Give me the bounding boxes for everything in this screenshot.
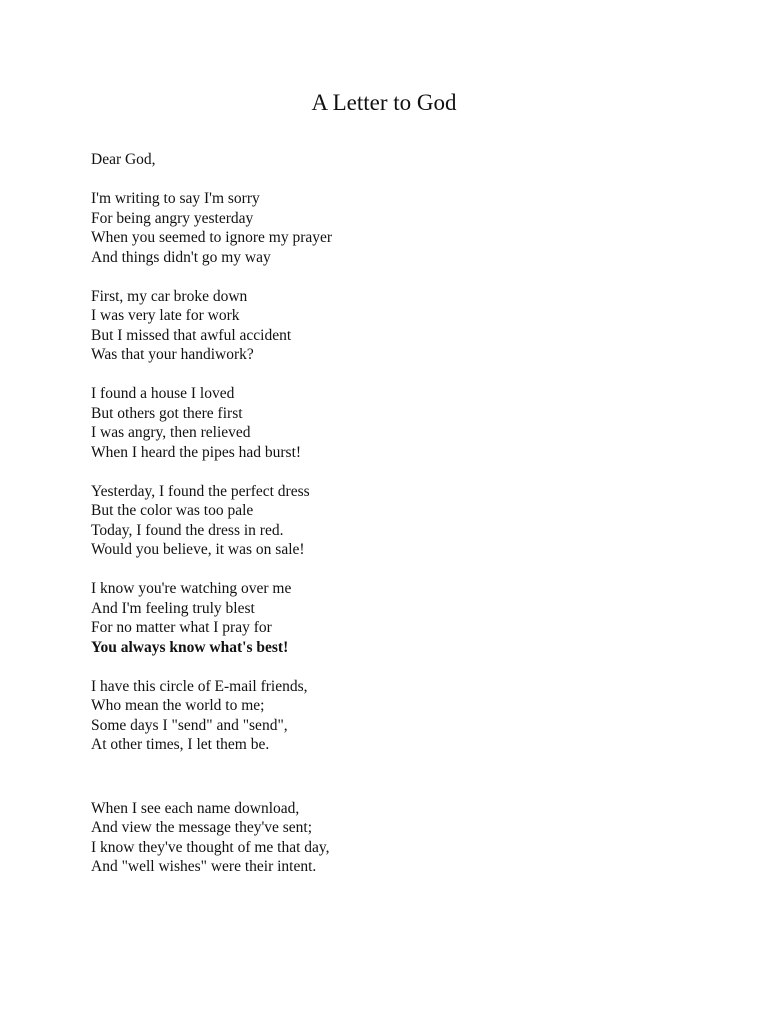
document-title: A Letter to God xyxy=(311,90,457,115)
stanza-gap xyxy=(91,170,332,190)
poem-line: At other times, I let them be. xyxy=(91,736,270,753)
poem-line: When I see each name download, xyxy=(91,799,300,817)
poem-line: When you seemed to ignore my prayer xyxy=(91,229,333,246)
poem-line-emphasis: You always know what's best! xyxy=(91,638,289,656)
stanza-7 xyxy=(91,799,332,877)
stanza-gap xyxy=(91,657,332,677)
poem-line: Was that your handiwork? xyxy=(91,346,254,363)
poem-line: When I heard the pipes had burst! xyxy=(91,443,302,461)
stanza-gap xyxy=(91,462,332,482)
poem-line: Some days I "send" and "send", xyxy=(91,716,288,734)
poem-line: But others got there first xyxy=(91,404,243,422)
poem-line: But the color was too pale xyxy=(91,502,254,519)
stanza-6 xyxy=(91,677,332,755)
stanza-gap xyxy=(91,365,332,385)
poem-line: Who mean the world to me; xyxy=(91,697,265,714)
stanza-gap xyxy=(91,267,332,287)
poem-line: And view the message they've sent; xyxy=(91,819,313,836)
poem-line: I was angry, then relieved xyxy=(91,424,251,441)
poem-line: And "well wishes" were their intent. xyxy=(91,858,317,875)
poem-line: For being angry yesterday xyxy=(91,209,254,227)
poem-line: I was very late for work xyxy=(91,307,240,324)
poem-line: Would you believe, it was on sale! xyxy=(91,541,305,558)
stanza-gap xyxy=(91,755,332,799)
stanza-5 xyxy=(91,579,332,657)
stanza-4 xyxy=(91,482,332,560)
salutation: Dear God, xyxy=(91,151,156,168)
poem-line: Today, I found the dress in red. xyxy=(91,521,284,539)
poem-line: I found a house I loved xyxy=(91,385,235,402)
stanza-2 xyxy=(91,287,332,365)
poem-line: For no matter what I pray for xyxy=(91,619,272,636)
poem-line: I know you're watching over me xyxy=(91,580,292,597)
poem-line: I have this circle of E-mail friends, xyxy=(91,677,308,695)
poem-line: Yesterday, I found the perfect dress xyxy=(91,482,310,500)
poem-line: First, my car broke down xyxy=(91,287,248,305)
poem-line: And things didn't go my way xyxy=(91,248,271,266)
stanza-3 xyxy=(91,384,332,462)
poem-line: I'm writing to say I'm sorry xyxy=(91,190,260,207)
poem-body xyxy=(91,150,332,877)
poem-line: I know they've thought of me that day, xyxy=(91,838,330,856)
poem-line: And I'm feeling truly blest xyxy=(91,599,255,617)
stanza-1 xyxy=(91,189,332,267)
poem-line: But I missed that awful accident xyxy=(91,326,292,344)
stanza-gap xyxy=(91,560,332,580)
